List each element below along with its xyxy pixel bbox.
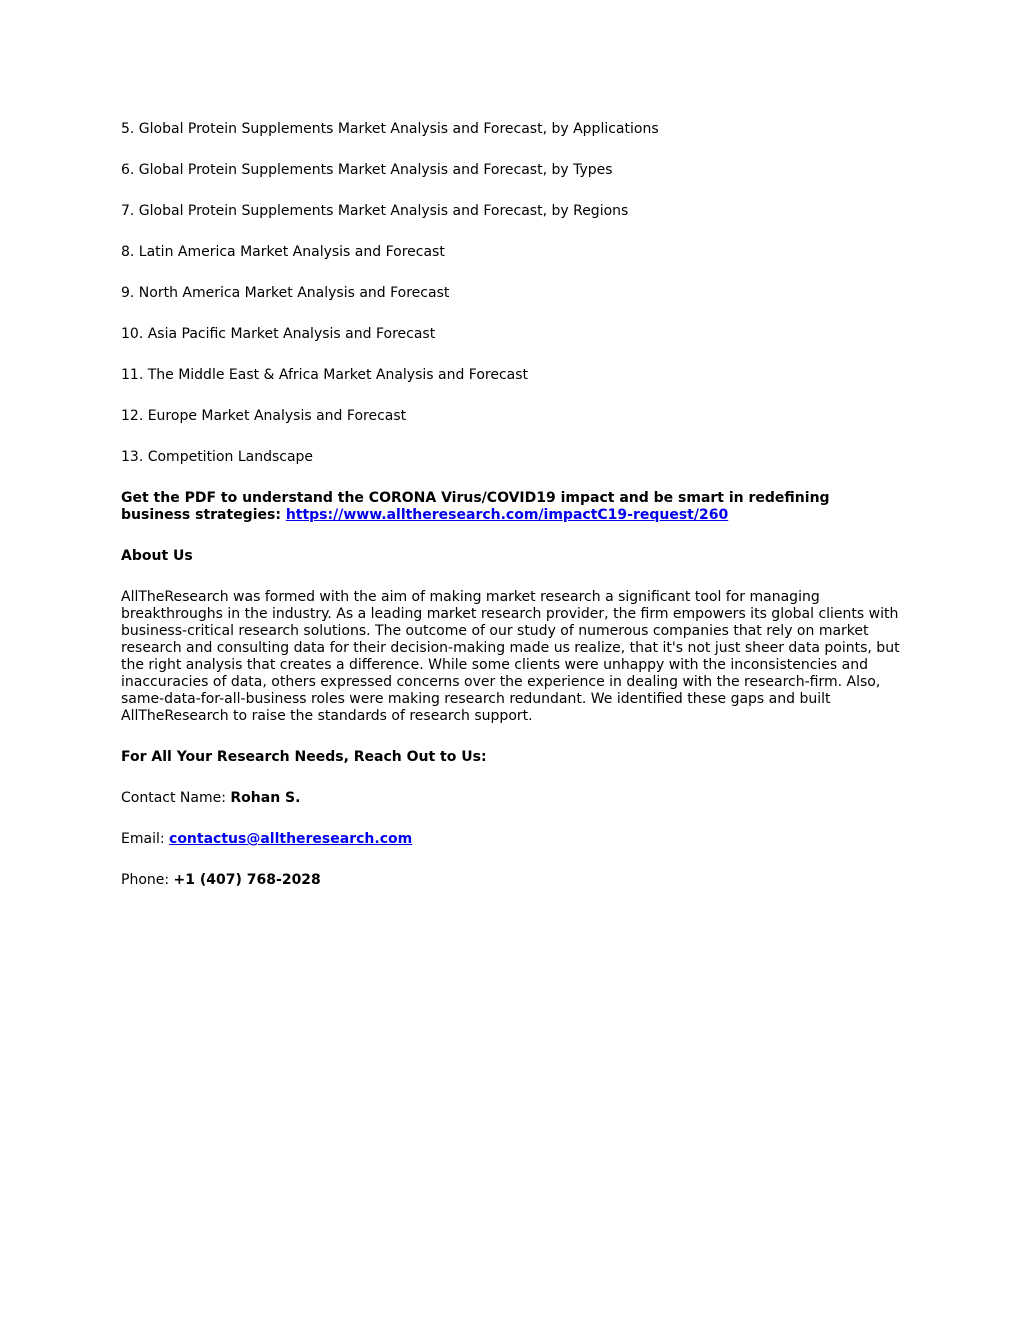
contact-name xyxy=(121,790,901,807)
contact-name-value: Rohan S. xyxy=(230,790,301,806)
toc-item-5: 5. Global Protein Supplements Market Analysis and Forecast, by Applications xyxy=(121,121,659,137)
toc-item-13: 13. Competition Landscape xyxy=(121,449,314,465)
toc-item-8: 8. Latin America Market Analysis and Forecast xyxy=(121,244,445,260)
contact-email xyxy=(121,831,901,848)
pdf-promo-text: Get the PDF to understand the CORONA Virus/COVID19 impact and be smart in redefining business strategies: xyxy=(121,490,830,523)
pdf-request-link[interactable]: https://www.alltheresearch.com/impactC19-request/260 xyxy=(285,507,729,523)
contact-phone-value: +1 (407) 768-2028 xyxy=(173,872,321,888)
about-body: AllTheResearch was formed with the aim of making market research a significant tool for managing breakthroughs in the industry. As a leading market research provider, the firm empowers its global clients with business-critical research solutions. The outcome of our study of numerous companies that rely on market research and consulting data for their decision-making made us realize, that it's not just sheer data points, but the right analysis that creates a difference. While some clients were unhappy with the inconsistencies and inaccuracies of data, others expressed concerns over the experience in dealing with the research-firm. Also, same-data-for-all-business roles were making research redundant. We identified these gaps and built AllTheResearch to raise the standards of research support. xyxy=(121,589,900,724)
contact-email-link[interactable]: contactus@alltheresearch.com xyxy=(169,831,413,847)
contact-phone xyxy=(121,872,901,889)
pdf-promo xyxy=(121,490,901,524)
toc-item-9: 9. North America Market Analysis and Forecast xyxy=(121,285,450,301)
toc-item-7: 7. Global Protein Supplements Market Analysis and Forecast, by Regions xyxy=(121,203,629,219)
toc-item-6: 6. Global Protein Supplements Market Analysis and Forecast, by Types xyxy=(121,162,613,178)
toc-item-12: 12. Europe Market Analysis and Forecast xyxy=(121,408,407,424)
contact-name-label: Contact Name: xyxy=(121,790,231,806)
toc-item-10: 10. Asia Pacific Market Analysis and Forecast xyxy=(121,326,436,342)
toc-item-11: 11. The Middle East & Africa Market Analysis and Forecast xyxy=(121,367,529,383)
document-page xyxy=(121,121,901,913)
contact-heading: For All Your Research Needs, Reach Out to Us: xyxy=(121,749,487,765)
contact-email-label: Email: xyxy=(121,831,170,847)
contact-phone-label: Phone: xyxy=(121,872,174,888)
toc-list xyxy=(121,121,901,466)
about-heading: About Us xyxy=(121,548,193,564)
